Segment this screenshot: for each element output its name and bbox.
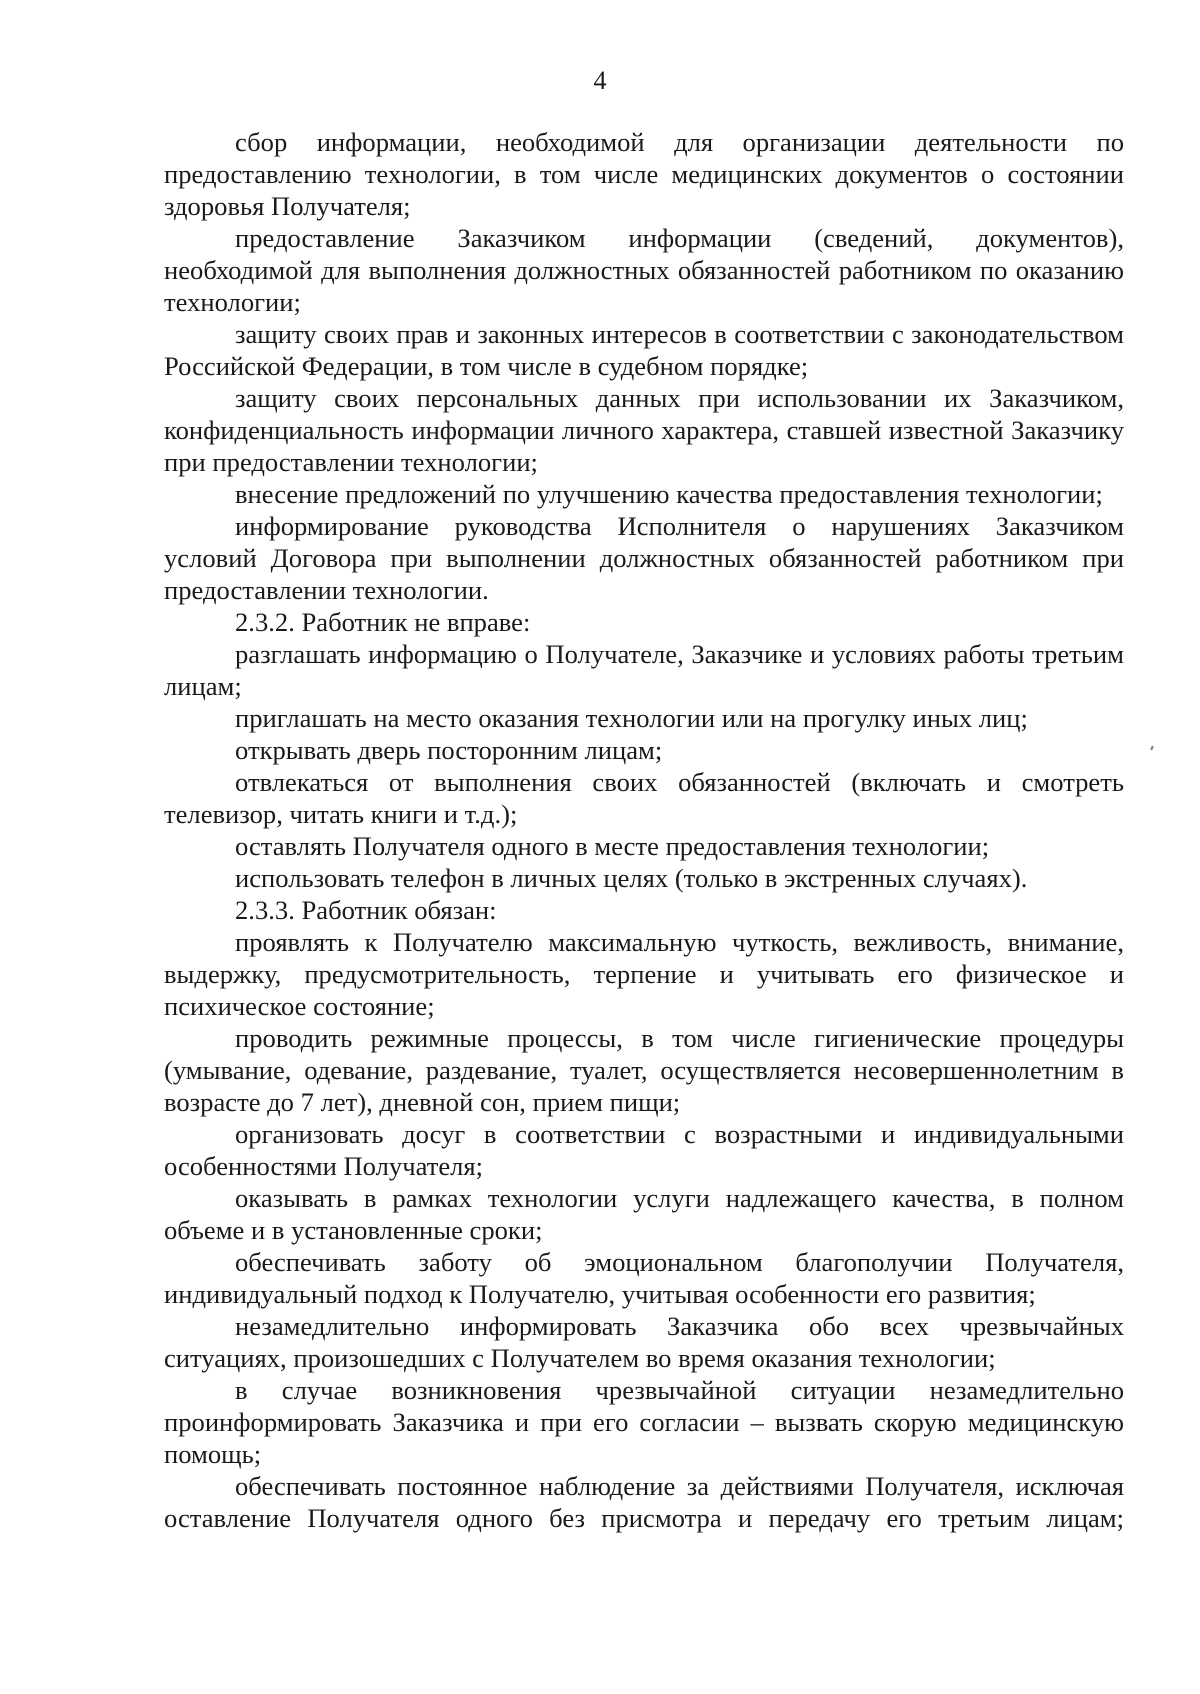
paragraph-no-phone: использовать телефон в личных целях (только в экстренных случаях).	[235, 863, 1028, 893]
paragraph-no-disclosure: разглашать информацию о Получателе, Заказчике и условиях работы третьим лицам;	[164, 639, 1124, 701]
document-body	[164, 126, 1124, 1534]
paragraph-constant-supervision: обеспечивать постоянное наблюдение за действиями Получателя, исключая оставление Получателя одного без присмотра и передачу его третьим лицам;	[164, 1471, 1124, 1533]
paragraph-leisure: организовать досуг в соответствии с возрастными и индивидуальными особенностями Получателя;	[164, 1119, 1124, 1181]
paragraph-sensitivity: проявлять к Получателю максимальную чуткость, вежливость, внимание, выдержку, предусмотрительность, терпение и учитывать его физическое и психическое состояние;	[164, 927, 1124, 1021]
paragraph-violations-reporting: информирование руководства Исполнителя о нарушениях Заказчиком условий Договора при выполнении должностных обязанностей работником при предоставлении технологии.	[164, 511, 1124, 605]
section-heading-2-3-3: 2.3.3. Работник обязан:	[235, 895, 497, 925]
paragraph-routine-processes: проводить режимные процессы, в том числе гигиенические процедуры (умывание, одевание, раздевание, туалет, осуществляется несовершеннолетним в возрасте до 7 лет), дневной сон, прием пищи;	[164, 1023, 1124, 1117]
page-number: 4	[593, 66, 607, 95]
paragraph-info-collection: сбор информации, необходимой для организации деятельности по предоставлению технологии, в том числе медицинских документов о состоянии здоровья Получателя;	[164, 127, 1124, 221]
paragraph-no-inviting: приглашать на место оказания технологии или на прогулку иных лиц;	[235, 703, 1028, 733]
paragraph-no-door-opening: открывать дверь посторонним лицам;	[235, 735, 663, 765]
scan-speck	[1150, 746, 1154, 750]
paragraph-improvement-proposals: внесение предложений по улучшению качества предоставления технологии;	[235, 479, 1103, 509]
paragraph-emergency-informing: незамедлительно информировать Заказчика обо всех чрезвычайных ситуациях, произошедших с Получателем во время оказания технологии;	[164, 1311, 1124, 1373]
paragraph-no-leaving-alone: оставлять Получателя одного в месте предоставления технологии;	[235, 831, 990, 861]
section-heading-2-3-2: 2.3.2. Работник не вправе:	[235, 607, 531, 637]
paragraph-personal-data: защиту своих персональных данных при использовании их Заказчиком, конфиденциальность информации личного характера, ставшей известной Заказчику при предоставлении технологии;	[164, 383, 1124, 477]
paragraph-no-distraction: отвлекаться от выполнения своих обязанностей (включать и смотреть телевизор, читать книги и т.д.);	[164, 767, 1124, 829]
paragraph-emotional-wellbeing: обеспечивать заботу об эмоциональном благополучии Получателя, индивидуальный подход к Получателю, учитывая особенности его развития;	[164, 1247, 1124, 1309]
paragraph-customer-info: предоставление Заказчиком информации (сведений, документов), необходимой для выполнения должностных обязанностей работником по оказанию технологии;	[164, 223, 1124, 317]
paragraph-emergency-ambulance: в случае возникновения чрезвычайной ситуации незамедлительно проинформировать Заказчика и при его согласии – вызвать скорую медицинскую помощь;	[164, 1375, 1124, 1469]
paragraph-rights-protection: защиту своих прав и законных интересов в соответствии с законодательством Российской Федерации, в том числе в судебном порядке;	[164, 319, 1124, 381]
paragraph-quality-services: оказывать в рамках технологии услуги надлежащего качества, в полном объеме и в установленные сроки;	[164, 1183, 1124, 1245]
